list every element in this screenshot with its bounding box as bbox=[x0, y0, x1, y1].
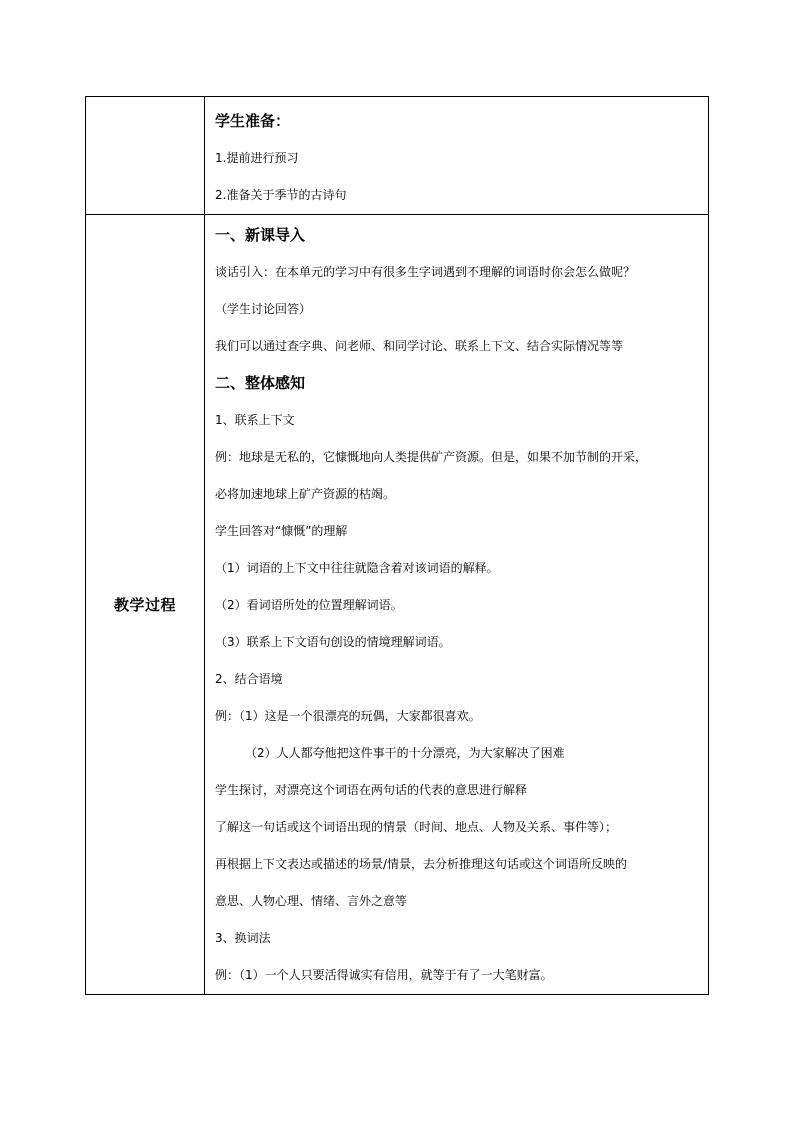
paragraph-line: 例：地球是无私的，它慷慨地向人类提供矿产资源。但是，如果不加节制的开采， bbox=[215, 450, 648, 464]
paragraph-line: 例：（1）一个人只要活得诚实有信用，就等于有了一大笔财富。 bbox=[215, 968, 553, 982]
paragraph-line: （2）看词语所处的位置理解词语。 bbox=[215, 598, 403, 612]
teaching-process-label: 教学过程 bbox=[113, 596, 176, 614]
student-prep-row bbox=[86, 97, 709, 215]
paragraph-line: 3、换词法 bbox=[215, 931, 271, 945]
paragraph-line: 2、结合语境 bbox=[215, 672, 283, 686]
section-heading-intro: 一、新课导入 bbox=[215, 226, 306, 244]
prep-item-1: 1.提前进行预习 bbox=[215, 151, 299, 165]
paragraph-line: 例：（1）这是一个很漂亮的玩偶，大家都很喜欢。 bbox=[215, 709, 481, 723]
teaching-process-cell bbox=[205, 215, 709, 995]
paragraph-line: 学生回答对“慷慨”的理解 bbox=[215, 524, 348, 538]
paragraph-line: 再根据上下文表达或描述的场景/情景，去分析推理这句话或这个词语所反映的 bbox=[215, 857, 628, 871]
paragraph-line: 了解这一句话或这个词语出现的情景（时间、地点、人物及关系、事件等）； bbox=[215, 820, 618, 834]
empty-label-cell bbox=[86, 97, 205, 215]
paragraph-line-indented: （2）人人都夸他把这件事干的十分漂亮，为大家解决了困难 bbox=[245, 746, 565, 760]
paragraph-line: 学生探讨，对漂亮这个词语在两句话的代表的意思进行解释 bbox=[215, 783, 528, 797]
section-heading-overview: 二、整体感知 bbox=[215, 374, 306, 392]
lesson-plan-table bbox=[85, 96, 709, 995]
paragraph-line: （学生讨论回答） bbox=[215, 302, 312, 316]
paragraph-line: 谈话引入：在本单元的学习中有很多生字词遇到不理解的词语时你会怎么做呢？ bbox=[215, 265, 636, 279]
paragraph-line: （1）词语的上下文中往往就隐含着对该词语的解释。 bbox=[215, 561, 499, 575]
paragraph-line: 我们可以通过查字典、问老师、和同学讨论、联系上下文、结合实际情况等等 bbox=[215, 339, 624, 353]
paragraph-line: 必将加速地球上矿产资源的枯竭。 bbox=[215, 487, 396, 501]
paragraph-line: 意思、人物心理、情绪、言外之意等 bbox=[215, 894, 408, 908]
prep-item-2: 2.准备关于季节的古诗句 bbox=[215, 188, 347, 202]
student-prep-cell bbox=[205, 97, 709, 215]
paragraph-line: 1、联系上下文 bbox=[215, 413, 295, 427]
teaching-process-row bbox=[86, 215, 709, 995]
student-prep-heading: 学生准备： bbox=[215, 112, 291, 130]
teaching-process-label-cell bbox=[86, 215, 205, 995]
paragraph-line: （3）联系上下文语句创设的情境理解词语。 bbox=[215, 635, 451, 649]
